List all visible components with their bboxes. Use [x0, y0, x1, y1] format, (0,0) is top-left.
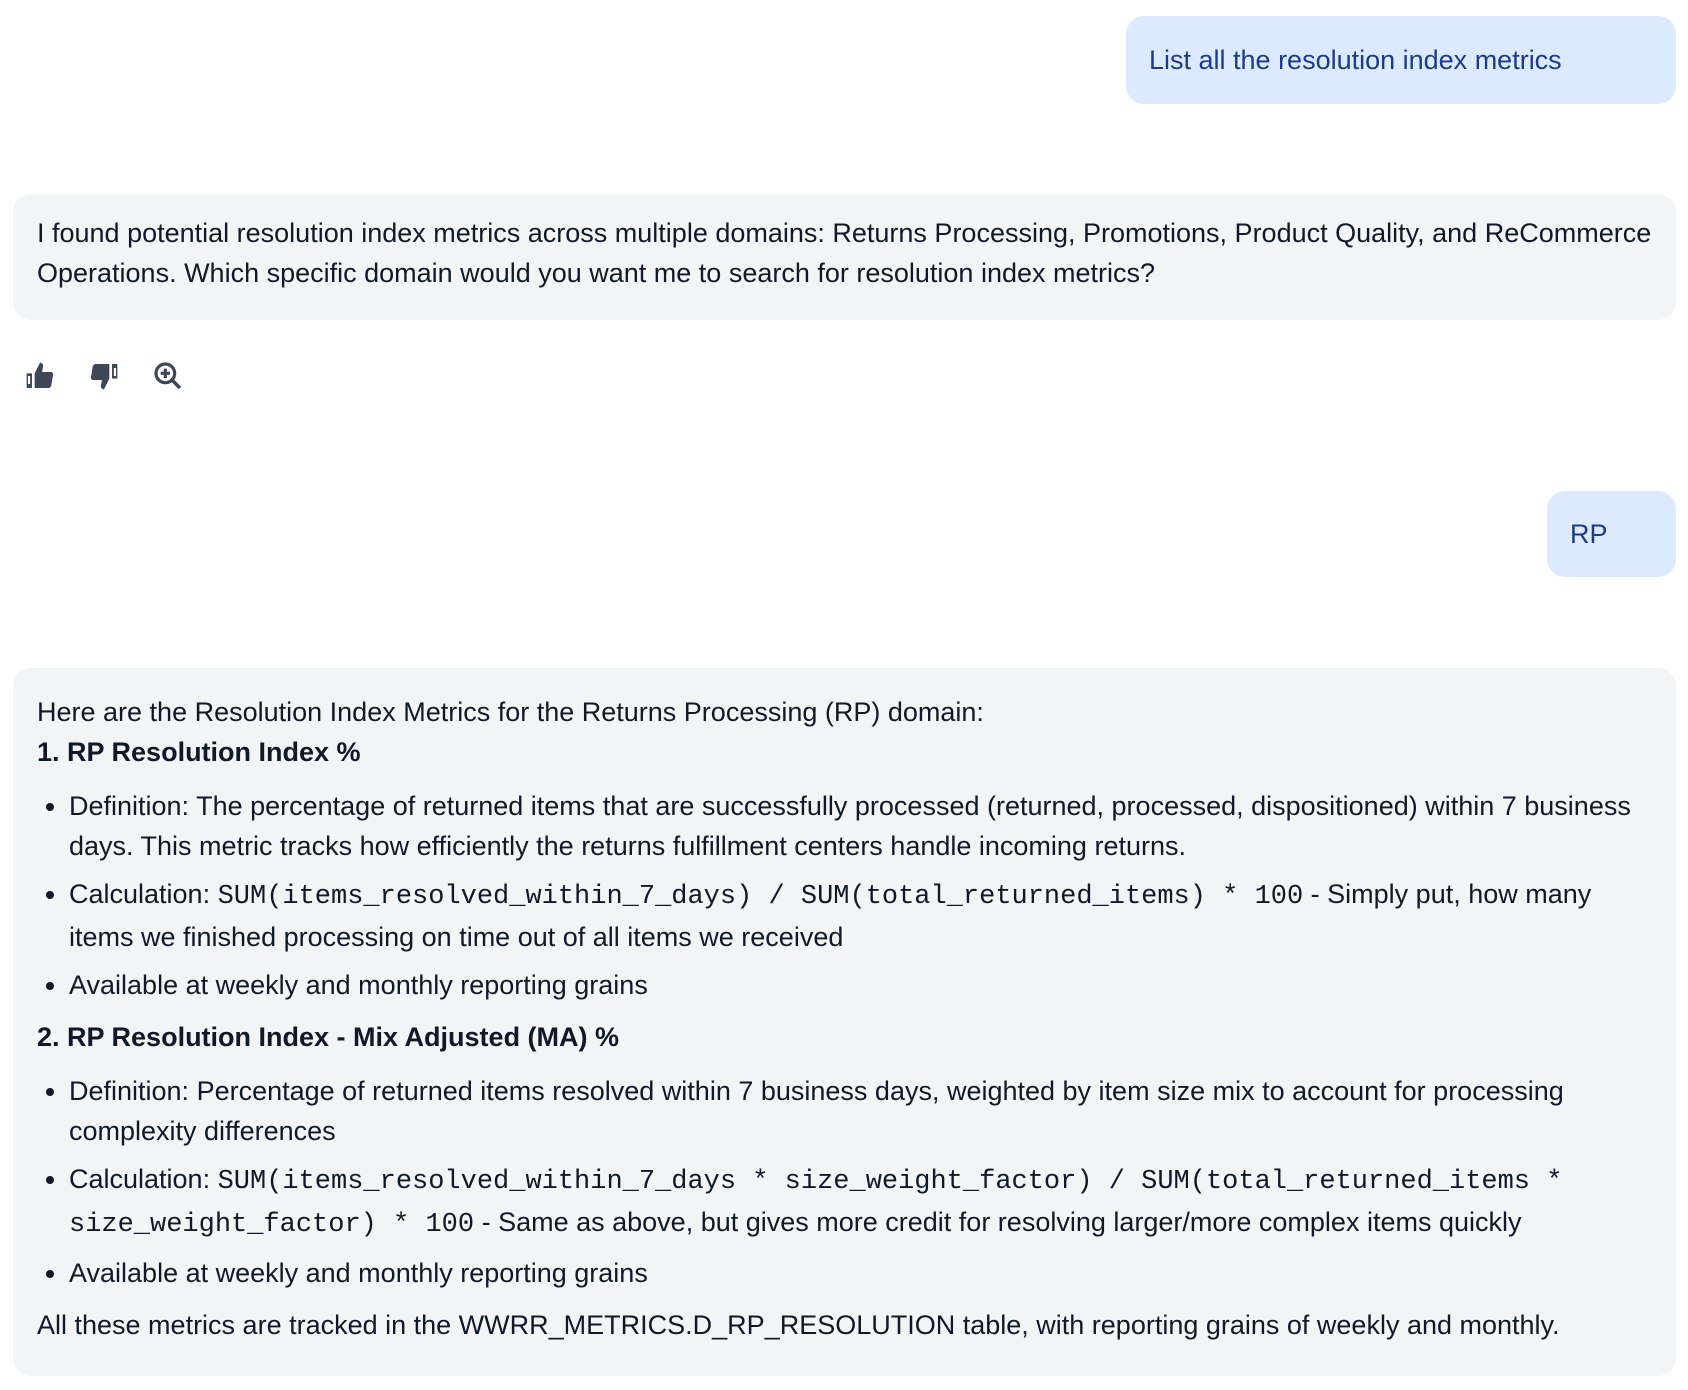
metric-title: 2. RP Resolution Index - Mix Adjusted (MA) % — [37, 1022, 620, 1052]
calculation — [69, 874, 1652, 957]
metric-details — [37, 1071, 1652, 1293]
message-actions — [24, 360, 184, 392]
calculation — [69, 1159, 1652, 1245]
grains: • Available at weekly and monthly reporting grains — [69, 1253, 1652, 1293]
grains: • Available at weekly and monthly reporting grains — [69, 965, 1652, 1005]
thumbs-down-icon[interactable] — [88, 360, 120, 392]
calc-note: - Same as above, but gives more credit for resolving larger/more complex items quickly — [474, 1207, 1522, 1237]
assistant-message-text: I found potential resolution index metrics across multiple domains: Returns Processing, Promotions, Product Quality, and ReCommerce Operations. Which specific domain would you want me to search for resolution index metrics? — [37, 218, 1652, 288]
calc-label: Calculation: — [69, 879, 218, 909]
thumbs-up-icon[interactable] — [24, 360, 56, 392]
calc-code: SUM(items_resolved_within_7_days) / SUM(total_returned_items) * 100 — [217, 882, 1304, 912]
assistant-message-1 — [13, 194, 1676, 320]
calc-note: - Simply put, how many items we finished processing on time out of all items we received — [69, 879, 1592, 952]
user-message-text: List all the resolution index metrics — [1149, 45, 1562, 75]
user-message-1 — [1126, 16, 1676, 104]
definition: • Definition: The percentage of returned items that are successfully processed (returned, processed, dispositioned) within 7 business days. This metric tracks how efficiently the returns fulfillment centers handle incoming returns. — [69, 786, 1652, 866]
metric-details — [37, 786, 1652, 1005]
user-message-text: RP — [1570, 519, 1608, 549]
intro-text: Here are the Resolution Index Metrics for the Returns Processing (RP) domain: — [37, 697, 984, 727]
calc-label: Calculation: — [69, 1164, 218, 1194]
zoom-in-icon[interactable] — [152, 360, 184, 392]
definition: • Definition: Percentage of returned items resolved within 7 business days, weighted by item size mix to account for processing complexity differences — [69, 1071, 1652, 1151]
assistant-message-2 — [13, 668, 1676, 1376]
user-message-2 — [1547, 491, 1676, 577]
footer-text: All these metrics are tracked in the WWRR_METRICS.D_RP_RESOLUTION table, with reporting grains of weekly and monthly. — [37, 1310, 1560, 1340]
calc-code: SUM(items_resolved_within_7_days * size_weight_factor) / SUM(total_returned_items * size_weight_factor) * 100 — [69, 1167, 1563, 1240]
metric-title: 1. RP Resolution Index % — [37, 737, 361, 767]
